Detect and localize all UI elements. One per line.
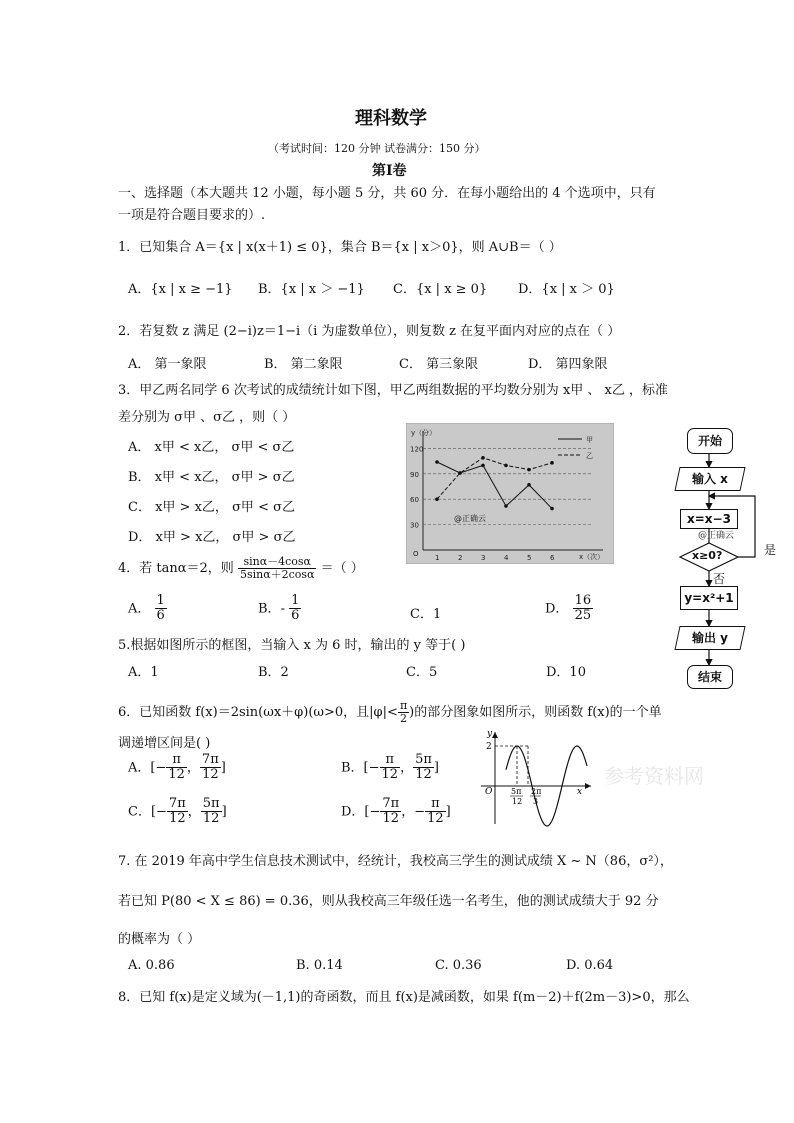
q7-option-c[interactable]: C. 0.36 [435, 958, 482, 973]
flow-assign: x=x−3 [680, 509, 738, 529]
score-chart [406, 423, 614, 564]
flow-output: 输出 y [674, 626, 745, 650]
q7-option-b[interactable]: B. 0.14 [296, 958, 343, 973]
q3-option-a[interactable]: A． x甲 < x乙， σ甲 < σ乙 [128, 440, 295, 455]
flow-start: 开始 [687, 428, 733, 454]
flow-watermark: @正确云 [698, 531, 735, 541]
x-tick-label: 2 [458, 554, 463, 562]
data-point [550, 461, 554, 465]
q2-option-d[interactable]: D． 第四象限 [528, 357, 608, 372]
q3-option-b[interactable]: B． x甲 < x乙， σ甲 > σ乙 [128, 470, 295, 485]
flow-calc: y=x²+1 [680, 586, 738, 610]
y-tick-label: 90 [410, 470, 419, 479]
q3-option-d[interactable]: D． x甲 > x乙， σ甲 > σ乙 [128, 530, 296, 545]
question-5: 5.根据如图所示的框图，当输入 x 为 6 时，输出的 y 等于( ) [118, 638, 466, 653]
question-7-cont: 若已知 P(80 < X ≤ 86) = 0.36，则从我校高三年级任选一名考生，他的测试成绩大于 92 分 [118, 894, 659, 909]
q4-option-d[interactable]: D． $\frac{16}{25}$ [545, 593, 592, 624]
q4-option-a[interactable]: A． $\frac{1}{6}$ [128, 593, 165, 624]
sine-x2-den: 3 [533, 797, 539, 806]
sine-ymax-label: 2 [486, 742, 492, 752]
q7-option-a[interactable]: A. 0.86 [128, 958, 175, 973]
q1-option-b[interactable]: B．{x | x ＞ −1} [258, 282, 365, 297]
watermark: 参考资料网 [604, 764, 704, 788]
question-7-cont2: 的概率为（ ） [118, 932, 201, 947]
sine-graph [475, 728, 595, 828]
q2-option-b[interactable]: B． 第二象限 [264, 357, 343, 372]
y-axis-label: y（分） [411, 429, 437, 437]
y-tick-label: 120 [410, 445, 424, 454]
question-6-cont: 调递增区间是( ) [118, 736, 211, 751]
x-tick-label: 1 [435, 554, 440, 562]
question-1: 1．已知集合 A＝{x | x(x＋1) ≤ 0}，集合 B＝{x | x＞0}，则 A∪B＝（ ） [118, 240, 562, 255]
data-point [527, 468, 531, 472]
origin-label: O [413, 550, 419, 558]
q6-option-d[interactable]: D．[− $\frac{7\pi}{12}$ ，− $\frac{\pi}{12}$ ] [341, 796, 451, 827]
q5-option-a[interactable]: A．1 [128, 665, 159, 680]
data-point [481, 456, 485, 460]
x-axis-label: x（次） [579, 553, 605, 561]
q2-option-c[interactable]: C． 第三象限 [399, 357, 479, 372]
q1-option-a[interactable]: A．{x | x ≥ −1} [128, 282, 233, 297]
data-point [435, 497, 439, 501]
y-tick-label: 60 [410, 496, 419, 505]
exam-info: （考试时间：120 分钟 试卷满分：150 分） [268, 142, 486, 155]
question-3-cont: 差分别为 σ甲 、σ乙 ，则（ ） [118, 410, 296, 425]
section-heading-cont: 一项是符合题目要求的）. [118, 208, 266, 223]
flow-yes: 是 [764, 543, 777, 557]
sine-x1-num: 5π [511, 787, 522, 796]
x-tick-label: 4 [504, 554, 509, 562]
sine-origin-label: O [485, 787, 493, 797]
q4-option-c[interactable]: C．1 [410, 607, 442, 622]
data-point [504, 504, 508, 508]
x-tick-label: 3 [481, 554, 486, 562]
question-6: 6．已知函数 f(x)＝2sin(ωx＋φ)(ω>0，且|φ|< $\frac{\pi}{2}$ )的部分图象如图所示，则函数 f(x)的一个单 [118, 699, 662, 726]
x-tick-label: 5 [527, 554, 532, 562]
q1-option-c[interactable]: C．{x | x ≥ 0} [393, 282, 488, 297]
q1-option-d[interactable]: D．{x | x ＞ 0} [518, 282, 615, 297]
q3-option-c[interactable]: C． x甲 > x乙， σ甲 < σ乙 [128, 500, 295, 515]
flow-input: 输入 x [674, 467, 745, 491]
question-7: 7. 在 2019 年高中学生信息技术测试中，经统计，我校高三学生的测试成绩 X ~ N（86，σ²）， [118, 854, 673, 869]
data-point [481, 464, 485, 468]
q5-option-d[interactable]: D．10 [546, 665, 586, 680]
sine-x-label: x [577, 787, 583, 797]
flow-condition: x≥0? [692, 549, 723, 562]
q5-option-c[interactable]: C．5 [406, 665, 438, 680]
x-tick-label: 6 [550, 554, 555, 562]
page-title: 理科数学 [355, 108, 427, 129]
flow-end: 结束 [687, 665, 733, 689]
question-4: 4．若 tanα＝2，则 $\frac{\sin\alpha-4\cos\alpha}{5\sin\alpha+2\cos\alpha}$ ＝（ ） [118, 555, 364, 582]
q4-option-b[interactable]: B．- $\frac{1}{6}$ [258, 593, 300, 624]
data-point [527, 483, 531, 487]
section-heading: 一、选择题（本大题共 12 小题，每小题 5 分，共 60 分．在每小题给出的 4 个选项中，只有 [118, 186, 656, 201]
legend-label-yi: 乙 [586, 452, 593, 460]
q5-option-b[interactable]: B．2 [258, 665, 289, 680]
part-title: 第Ⅰ卷 [372, 163, 407, 179]
q2-option-a[interactable]: A． 第一象限 [128, 357, 207, 372]
data-point [458, 471, 462, 475]
chart-watermark: @正确云 [454, 514, 486, 523]
sine-y-label: y [487, 729, 493, 739]
flow-no: 否 [713, 572, 726, 586]
data-point [504, 464, 508, 468]
q6-option-c[interactable]: C．[− $\frac{7\pi}{12}$ ， $\frac{5\pi}{12}$ ] [128, 796, 227, 827]
sine-x2-num: 2π [531, 787, 542, 796]
sine-x1-den: 12 [512, 797, 523, 806]
question-8: 8．已知 f(x)是定义域为(－1,1)的奇函数，而且 f(x)是减函数，如果 f(m－2)＋f(2m－3)>0，那么 [118, 990, 690, 1005]
question-2: 2．若复数 z 满足 (2−i)z＝1−i（i 为虚数单位），则复数 z 在复平面内对应的点在（ ） [118, 324, 621, 339]
data-point [550, 507, 554, 511]
data-point [435, 460, 439, 464]
question-3: 3．甲乙两名同学 6 次考试的成绩统计如下图，甲乙两组数据的平均数分别为 x甲 、 x乙 ，标准 [118, 383, 668, 398]
legend-label-jia: 甲 [586, 436, 593, 444]
q6-option-a[interactable]: A．[− $\frac{\pi}{12}$ ， $\frac{7\pi}{12}$ ] [128, 752, 226, 783]
q6-option-b[interactable]: B．[− $\frac{\pi}{12}$ ， $\frac{5\pi}{12}$ ] [341, 752, 439, 783]
y-tick-label: 30 [410, 521, 419, 530]
q7-option-d[interactable]: D. 0.64 [566, 958, 614, 973]
